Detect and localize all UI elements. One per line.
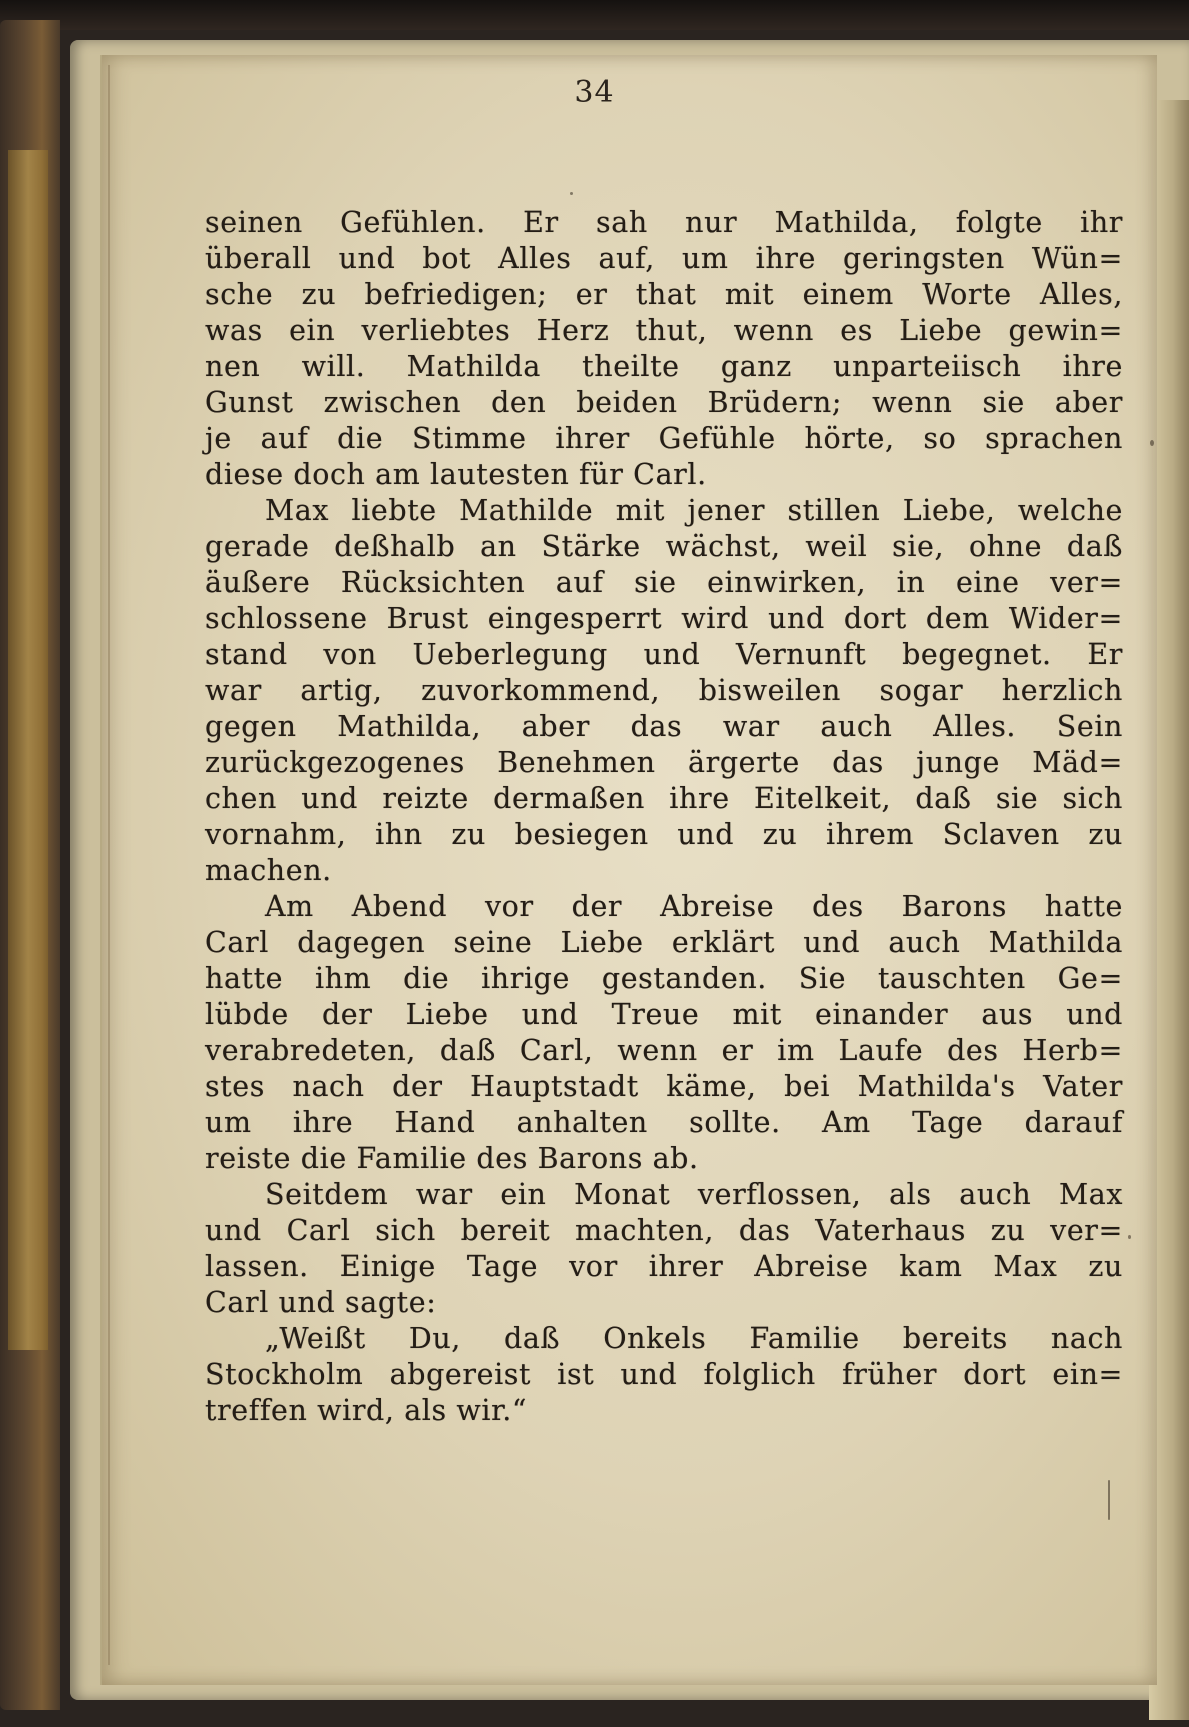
text-line: Carl und sagte: — [205, 1286, 437, 1319]
text-line: gegen Mathilda, aber das war auch Alles. Sein — [205, 710, 1123, 743]
paper-speck — [570, 192, 573, 195]
text-line: Stockholm abgereist ist und folglich früher dort ein= — [205, 1358, 1123, 1391]
paper-speck — [1108, 1480, 1110, 1520]
text-line: stes nach der Hauptstadt käme, bei Mathilda's Vater — [205, 1070, 1123, 1103]
page-gutter-line — [108, 65, 110, 1665]
text-line: Carl dagegen seine Liebe erklärt und auch Mathilda — [205, 926, 1123, 959]
text-line: „Weißt Du, daß Onkels Familie bereits nach — [265, 1322, 1123, 1355]
text-line: und Carl sich bereit machten, das Vaterhaus zu ver= — [205, 1214, 1123, 1247]
paper-speck — [1128, 1235, 1131, 1239]
text-line: vornahm, ihn zu besiegen und zu ihrem Sclaven zu — [205, 818, 1123, 851]
text-line: nen will. Mathilda theilte ganz unparteiisch ihre — [205, 350, 1123, 383]
book-spine — [8, 150, 48, 1350]
text-line: Seitdem war ein Monat verflossen, als auch Max — [265, 1178, 1123, 1211]
text-line: war artig, zuvorkommend, bisweilen sogar herzlich — [205, 674, 1123, 707]
text-line: hatte ihm die ihrige gestanden. Sie tauschten Ge= — [205, 962, 1123, 995]
text-line: überall und bot Alles auf, um ihre geringsten Wün= — [205, 242, 1123, 275]
text-line: äußere Rücksichten auf sie einwirken, in eine ver= — [205, 566, 1123, 599]
text-line: lassen. Einige Tage vor ihrer Abreise kam Max zu — [205, 1250, 1123, 1283]
page-number: 34 — [574, 75, 615, 110]
text-line: lübde der Liebe und Treue mit einander aus und — [205, 998, 1123, 1031]
paper-speck — [1150, 440, 1154, 446]
text-line: reiste die Familie des Barons ab. — [205, 1142, 699, 1175]
text-line: je auf die Stimme ihrer Gefühle hörte, so sprachen — [205, 422, 1123, 455]
text-line: stand von Ueberlegung und Vernunft begegnet. Er — [205, 638, 1123, 671]
text-line: Am Abend vor der Abreise des Barons hatte — [265, 890, 1123, 923]
book-cover-top — [0, 0, 1189, 30]
text-line: gerade deßhalb an Stärke wächst, weil sie, ohne daß — [205, 530, 1123, 563]
text-line: schlossene Brust eingesperrt wird und dort dem Wider= — [205, 602, 1123, 635]
text-line: treffen wird, als wir.“ — [205, 1394, 528, 1427]
text-line: Gunst zwischen den beiden Brüdern; wenn sie aber — [205, 386, 1123, 419]
text-line: um ihre Hand anhalten sollte. Am Tage darauf — [205, 1106, 1123, 1139]
text-line: machen. — [205, 854, 332, 887]
text-line: sche zu befriedigen; er that mit einem Worte Alles, — [205, 278, 1123, 311]
text-line: diese doch am lautesten für Carl. — [205, 458, 707, 491]
page-text — [205, 205, 1123, 1429]
text-line: zurückgezogenes Benehmen ärgerte das junge Mäd= — [205, 746, 1123, 779]
text-line: chen und reizte dermaßen ihre Eitelkeit, daß sie sich — [205, 782, 1123, 815]
text-line: Max liebte Mathilde mit jener stillen Liebe, welche — [265, 494, 1123, 527]
text-line: was ein verliebtes Herz thut, wenn es Liebe gewin= — [205, 314, 1123, 347]
text-line: verabredeten, daß Carl, wenn er im Laufe des Herb= — [205, 1034, 1123, 1067]
text-line: seinen Gefühlen. Er sah nur Mathilda, folgte ihr — [205, 206, 1123, 239]
